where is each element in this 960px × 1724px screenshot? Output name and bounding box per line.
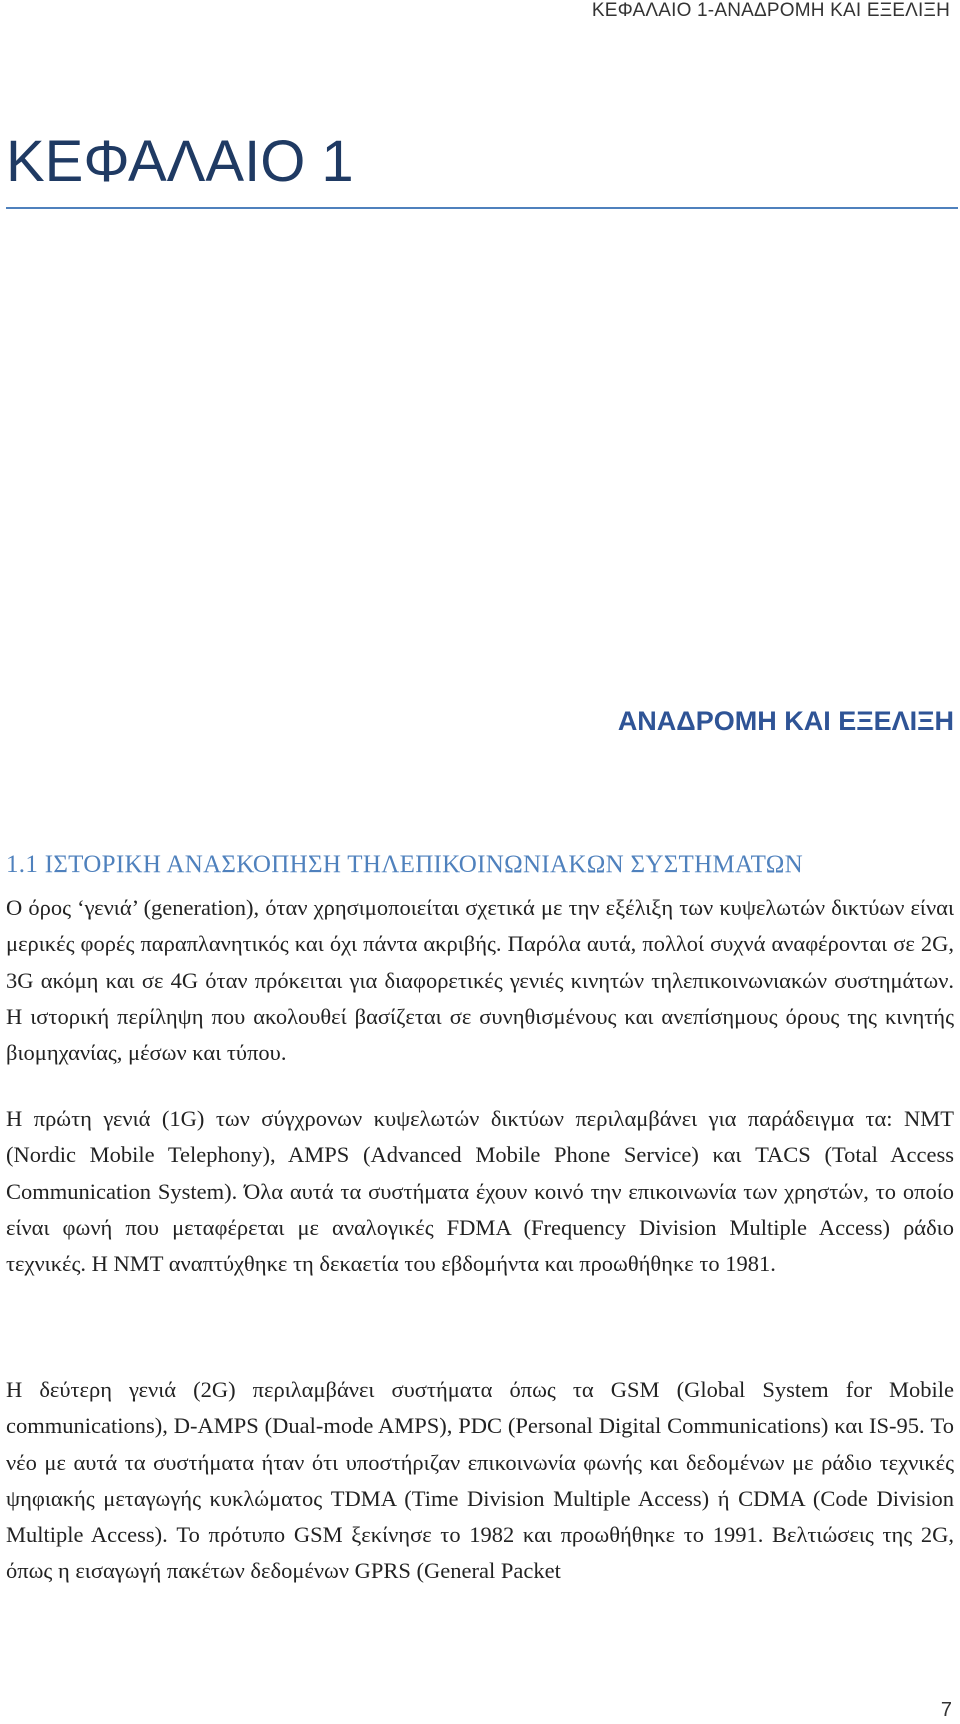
body-paragraph: Ο όρος ‘γενιά’ (generation), όταν χρησιμοποιείται σχετικά με την εξέλιξη των κυψελωτών δικτύων είναι μερικές φορές παραπλανητικός και όχι πάντα ακριβής. Παρόλα αυτά, πολλοί συχνά αναφέρονται σε 2G, 3G ακόμη και σε 4G όταν πρόκειται για διαφορετικές γενιές κινητών τηλεπικοινωνιακών συστημάτων. Η ιστορική περίληψη που ακολουθεί βασίζεται σε συνηθισμένους και ανεπίσημους όρους της κινητής βιομηχανίας, μέσων και τύπου.	[6, 895, 954, 1066]
running-header: ΚΕΦΑΛΑΙΟ 1-ΑΝΑΔΡΟΜΗ ΚΑΙ ΕΞΕΛΙΞΗ	[591, 0, 950, 21]
body-paragraph: Η πρώτη γενιά (1G) των σύγχρονων κυψελωτών δικτύων περιλαμβάνει για παράδειγμα τα: NMT (Nordic Mobile Telephony), AMPS (Advanced Mobile Phone Service) και TACS (Total Access Communication System). Όλα αυτά τα συστήματα έχουν κοινό την επικοινωνία των χρηστών, το οποίο είναι φωνή που μεταφέρεται με αναλογικές FDMA (Frequency Division Multiple Access) ράδιο τεχνικές. Η NMT αναπτύχθηκε τη δεκαετία του εβδομήντα και προωθήθηκε το 1981.	[6, 1106, 954, 1277]
chapter-title: ΚΕΦΑΛΑΙΟ 1	[6, 129, 354, 194]
body-paragraph: Η δεύτερη γενιά (2G) περιλαμβάνει συστήματα όπως τα GSM (Global System for Mobile communications), D-AMPS (Dual-mode AMPS), PDC (Personal Digital Communications) και IS-95. Το νέο με αυτά τα συστήματα ήταν ότι υποστήριζαν επικοινωνία φωνής και δεδομένων με ράδιο τεχνικές ψηφιακής μεταγωγής κυκλώματος TDMA (Time Division Multiple Access) ή CDMA (Code Division Multiple Access). Το πρότυπο GSM ξεκίνησε το 1982 και προωθήθηκε το 1991. Βελτιώσεις της 2G, όπως η εισαγωγή πακέτων δεδομένων GPRS (General Packet	[6, 1377, 954, 1584]
chapter-subtitle: ΑΝΑΔΡΟΜΗ ΚΑΙ ΕΞΕΛΙΞΗ	[617, 706, 954, 736]
page-number: 7	[940, 1699, 952, 1721]
chapter-title-rule	[6, 207, 958, 209]
section-heading: 1.1 ΙΣΤΟΡΙΚΗ ΑΝΑΣΚΟΠΗΣΗ ΤΗΛΕΠΙΚΟΙΝΩΝΙΑΚΩΝ ΣΥΣΤΗΜΑΤΩΝ	[6, 851, 803, 878]
